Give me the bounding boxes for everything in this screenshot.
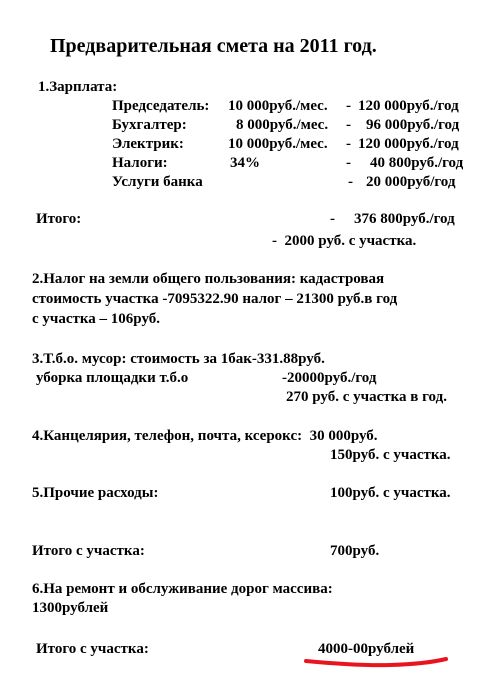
salary-yearly: 96 000руб./год (366, 117, 460, 133)
salary-monthly: 8 000руб./мес. (236, 117, 329, 133)
grand-total-label: Итого с участка: (36, 641, 149, 657)
salary-yearly: 40 800руб./год (370, 155, 464, 171)
section6-line2: 1300рублей (32, 600, 109, 616)
salary-dash: - (346, 98, 351, 114)
section1-total-yearly: 376 800руб./год (354, 211, 455, 227)
section4-per-plot: 150руб. с участка. (330, 447, 451, 463)
subtotal-label: Итого с участка: (32, 543, 145, 559)
salary-monthly: 10 000руб./мес. (228, 98, 328, 114)
salary-label: Электрик: (112, 136, 184, 152)
salary-yearly: 120 000руб./год (358, 136, 459, 152)
salary-yearly: 20 000руб/год (366, 174, 456, 190)
subtotal-value: 700руб. (330, 543, 380, 559)
salary-label: Председатель: (112, 98, 210, 114)
salary-yearly: 120 000руб./год (358, 98, 459, 114)
red-underline-mark (300, 654, 460, 672)
section1-total-dash: - (330, 211, 335, 227)
section3-line1: 3.Т.б.о. мусор: стоимость за 1бак-331.88руб. (32, 351, 325, 367)
salary-dash: - (348, 174, 353, 190)
salary-label: Услуги банка (112, 174, 203, 190)
section3-per-plot: 270 руб. с участка в год. (286, 389, 447, 405)
section4-line1: 4.Канцелярия, телефон, почта, ксерокс: 30 000руб. (32, 428, 378, 444)
section3-cleanup-label: уборка площадки т.б.о (36, 370, 189, 386)
salary-label: Налоги: (112, 155, 168, 171)
salary-monthly: 34% (230, 155, 260, 171)
section5-value: 100руб. с участка. (330, 485, 451, 501)
section1-per-plot: - 2000 руб. с участка. (272, 233, 417, 249)
salary-monthly: 10 000руб./мес. (228, 136, 328, 152)
section5-label: 5.Прочие расходы: (32, 485, 159, 501)
section1-heading: 1.Зарплата: (38, 79, 118, 95)
grand-total-value: 4000-00рублей (318, 641, 415, 657)
section2-line: 2.Налог на земли общего пользования: кадастровая (32, 271, 385, 287)
section1-total-label: Итого: (36, 211, 82, 227)
salary-dash: - (346, 155, 351, 171)
section2-line: стоимость участка -7095322.90 налог – 21300 руб.в год (32, 291, 398, 307)
section6-line1: 6.На ремонт и обслуживание дорог массива: (32, 581, 333, 597)
section3-cleanup-value: -20000руб./год (282, 370, 377, 386)
salary-label: Бухгалтер: (112, 117, 187, 133)
salary-dash: - (346, 117, 351, 133)
document-title: Предварительная смета на 2011 год. (50, 35, 377, 57)
salary-dash: - (346, 136, 351, 152)
section2-line: с участка – 106руб. (32, 311, 161, 327)
